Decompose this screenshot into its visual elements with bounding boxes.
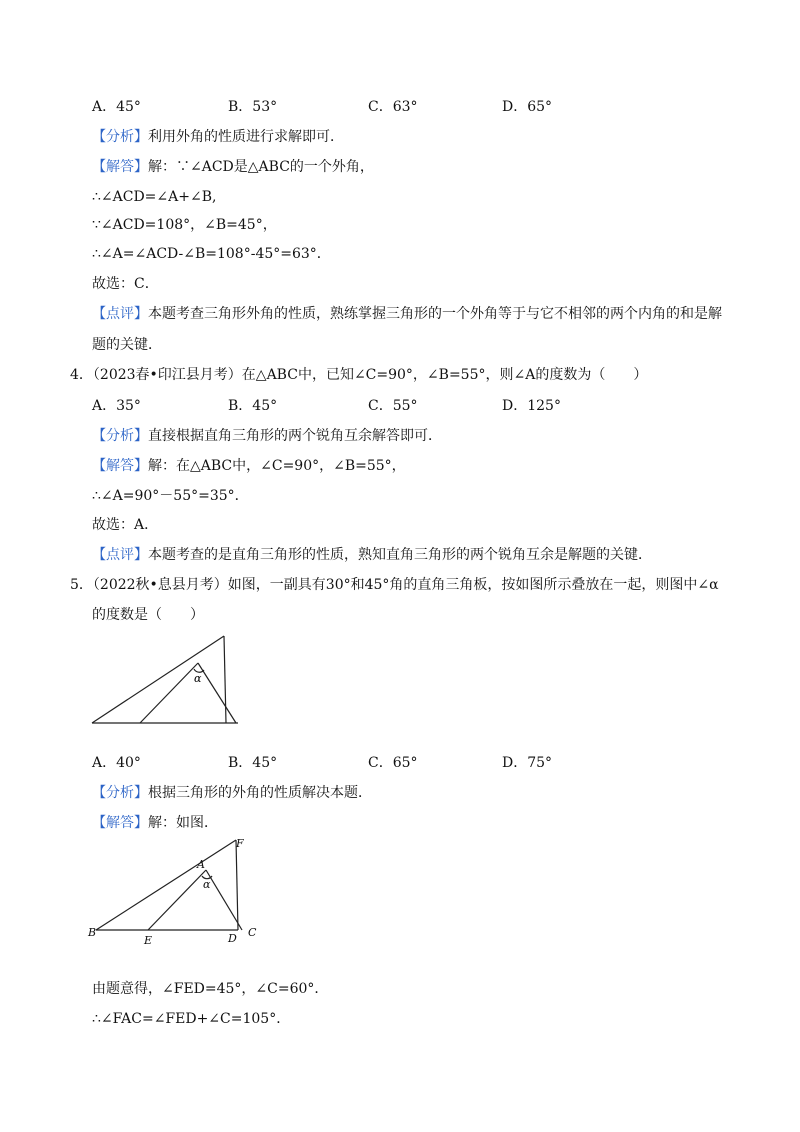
q4-option-a: A．35° — [92, 398, 141, 414]
q5-stem-line-1: 5．（2022秋•息县月考）如图，一副具有30°和45°角的直角三角板，按如图所示叠放在一起，则图中∠α — [70, 577, 719, 593]
q3-option-d: D．65° — [502, 99, 553, 115]
q4-option-b: B．45° — [228, 398, 278, 414]
point-f-label: F — [236, 837, 244, 850]
q4-comment: 【点评】本题考查的是直角三角形的性质，熟知直角三角形的两个锐角互余是解题的关键． — [92, 547, 652, 563]
q3-answer-line-2: ∴∠ACD=∠A+∠B, — [92, 189, 217, 205]
q5-after-line-2: ∴∠FAC=∠FED+∠C=105°． — [92, 1011, 291, 1027]
q3-answer-line-4: ∴∠A=∠ACD-∠B=108°-45°=63°． — [92, 246, 331, 262]
q5-option-c: C．65° — [368, 755, 418, 771]
q3-comment-line-1: 【点评】本题考查三角形外角的性质，熟练掌握三角形的一个外角等于与它不相邻的两个内角的和是解 — [92, 306, 722, 322]
q4-analysis: 【分析】直接根据直角三角形的两个锐角互余解答即可． — [92, 428, 442, 444]
figure-vertical-edge — [224, 636, 226, 723]
q4-option-d: D．125° — [502, 398, 561, 414]
point-c-label: C — [248, 926, 257, 939]
q5-option-a: A．40° — [92, 755, 141, 771]
point-b-label: B — [88, 926, 97, 939]
point-e-label: E — [144, 934, 153, 947]
angle-alpha-label: α — [203, 878, 211, 891]
q4-answer-line-3: 故选：A． — [92, 517, 159, 533]
q5-stem-line-2: 的度数是（ ） — [92, 607, 204, 623]
q3-option-b: B．53° — [228, 99, 278, 115]
q4-option-c: C．55° — [368, 398, 418, 414]
q4-answer-line-2: ∴∠A=90°－55°=35°． — [92, 488, 249, 504]
point-a-label: A — [197, 858, 205, 871]
q5-option-b: B．45° — [228, 755, 278, 771]
q3-option-c: C．63° — [368, 99, 418, 115]
q4-stem: 4．（2023春•印江县月考）在△ABC中，已知∠C=90°，∠B=55°，则∠A的度数为（ ） — [70, 367, 648, 383]
q3-option-a: A．45° — [92, 99, 141, 115]
q4-answer-line-1: 【解答】解：在△ABC中，∠C=90°，∠B=55°， — [92, 458, 406, 474]
q5-analysis: 【分析】根据三角形的外角的性质解决本题． — [92, 785, 372, 801]
q5-option-d: D．75° — [502, 755, 553, 771]
q3-answer-line-1: 【解答】解：∵∠ACD是△ABC的一个外角， — [92, 159, 374, 175]
figure-slanted-edge — [198, 663, 236, 723]
line-FD — [236, 840, 238, 930]
q5-figure — [88, 630, 248, 728]
q3-answer-line-5: 故选：C． — [92, 276, 159, 292]
q5-answer: 【解答】解：如图． — [92, 815, 218, 831]
q5-solution-figure — [86, 832, 266, 947]
q3-analysis: 【分析】利用外角的性质进行求解即可． — [92, 129, 344, 145]
q3-comment-line-2: 题的关键． — [92, 337, 162, 353]
q5-after-line-1: 由题意得，∠FED=45°，∠C=60°． — [92, 981, 329, 997]
figure-hypotenuse-30 — [92, 636, 224, 723]
line-EA — [148, 870, 206, 930]
angle-alpha-label: α — [194, 672, 202, 685]
point-d-label: D — [228, 932, 237, 945]
q3-answer-line-3: ∵∠ACD=108°，∠B=45°， — [92, 217, 277, 233]
